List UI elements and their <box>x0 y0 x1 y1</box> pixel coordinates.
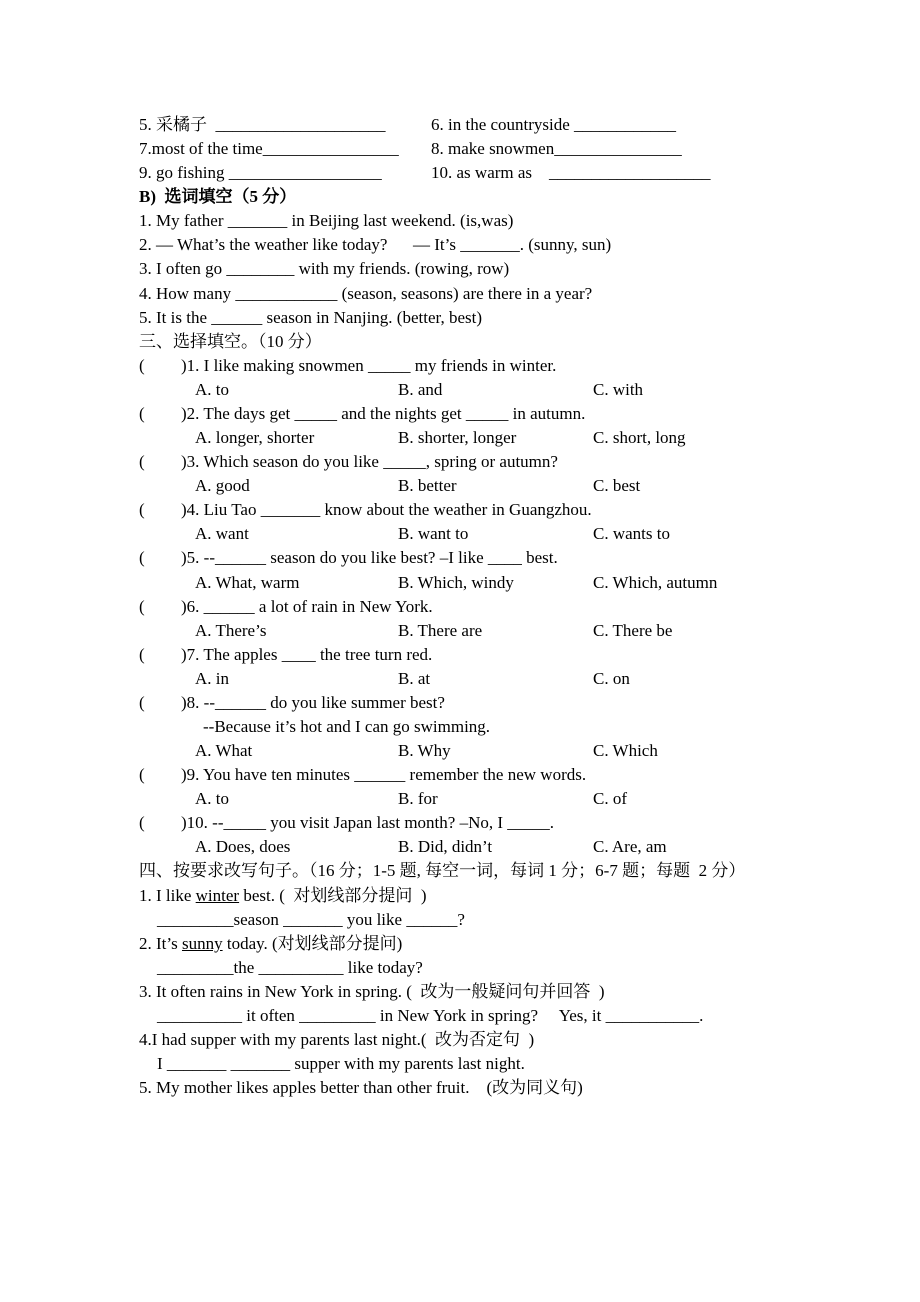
question-text: )6. ______ a lot of rain in New York. <box>181 596 433 616</box>
option-b: B. Why <box>398 741 451 761</box>
vocab-item: 8. make snowmen_______________ <box>431 139 682 159</box>
option-b: B. There are <box>398 620 483 640</box>
option-b: B. better <box>398 476 457 496</box>
rewrite-question <box>139 1028 534 1052</box>
option-b: B. at <box>398 668 431 688</box>
option-a: A. There’s <box>195 620 267 640</box>
answer-paren: ( <box>139 644 145 664</box>
question-text: 4.I had supper with my parents last night.( 改为否定句 ) <box>139 1030 535 1050</box>
answer-paren: ( <box>139 692 145 712</box>
answer-blanks: _________the __________ like today? <box>157 957 423 977</box>
vocab-item: 5. 采橘子 ____________________ <box>139 115 386 134</box>
rewrite-question <box>139 1076 583 1100</box>
option-c: C. Are, am <box>593 837 667 857</box>
question-text: )1. I like making snowmen _____ my friends in winter. <box>181 355 557 375</box>
question-text: )4. Liu Tao _______ know about the weather in Guangzhou. <box>181 500 592 520</box>
question-text: 2. It’s <box>139 933 182 953</box>
fill-in-item: 4. How many ____________ (season, seasons) are there in a year? <box>139 283 593 303</box>
answer-paren: ( <box>139 548 145 568</box>
question-text: --Because it’s hot and I can go swimming. <box>203 717 491 736</box>
section-b-title: B) 选词填空（5 分） <box>139 187 297 207</box>
vocab-item: 6. in the countryside ____________ <box>431 115 677 134</box>
vocab-item: 10. as warm as ___________________ <box>431 163 711 183</box>
question-text: 3. It often rains in New York in spring. ( 改为一般疑问句并回答 ) <box>139 981 605 1001</box>
underlined-word: winter <box>195 885 240 905</box>
option-b: B. for <box>398 789 438 809</box>
option-a: A. want <box>195 524 249 544</box>
section-4-title: 四、按要求改写句子。（16 分；1-5 题, 每空一词，每词 1 分；6-7 题；每题 2 分） <box>139 861 746 881</box>
option-c: C. There be <box>593 620 673 640</box>
answer-paren: ( <box>139 596 145 616</box>
answer-paren: ( <box>139 355 145 375</box>
option-a: A. good <box>195 476 250 496</box>
option-b: B. Did, didn’t <box>398 837 493 857</box>
question-text: )8. --______ do you like summer best? <box>181 692 445 712</box>
option-a: A. Does, does <box>195 837 291 857</box>
option-c: C. Which <box>593 741 658 761</box>
fill-in-item: 3. I often go ________ with my friends. (rowing, row) <box>139 259 510 279</box>
option-c: C. on <box>593 668 630 688</box>
option-c: C. with <box>593 379 644 399</box>
answer-blanks: __________ it often _________ in New York in spring? Yes, it ___________. <box>157 1005 704 1025</box>
answer-paren: ( <box>139 500 145 520</box>
question-text: )7. The apples ____ the tree turn red. <box>181 644 433 664</box>
option-a: A. to <box>195 789 229 809</box>
option-a: A. What <box>195 741 253 761</box>
fill-in-item: 5. It is the ______ season in Nanjing. (better, best) <box>139 307 483 327</box>
option-a: A. longer, shorter <box>195 428 315 448</box>
question-text: )3. Which season do you like _____, spring or autumn? <box>181 452 558 472</box>
option-a: A. in <box>195 668 229 688</box>
option-c: C. wants to <box>593 524 670 544</box>
question-instruction: best. ( 对划线部分提问 ) <box>239 885 427 905</box>
option-c: C. short, long <box>593 428 686 448</box>
option-c: C. best <box>593 476 641 496</box>
option-b: B. and <box>398 379 443 399</box>
section-3-title: 三、选择填空。（10 分） <box>139 331 322 351</box>
option-c: C. of <box>593 789 627 809</box>
question-text: )10. --_____ you visit Japan last month? –No, I _____. <box>181 813 555 833</box>
question-text: )5. --______ season do you like best? –I like ____ best. <box>181 548 558 568</box>
option-b: B. Which, windy <box>398 572 514 592</box>
fill-in-item: 1. My father _______ in Beijing last weekend. (is,was) <box>139 211 514 231</box>
rewrite-question <box>139 884 427 908</box>
question-text: )9. You have ten minutes ______ remember the new words. <box>181 765 587 785</box>
question-text: )2. The days get _____ and the nights get _____ in autumn. <box>181 403 586 423</box>
rewrite-question <box>139 980 605 1004</box>
rewrite-question <box>139 932 402 956</box>
option-a: A. to <box>195 379 229 399</box>
answer-paren: ( <box>139 813 145 833</box>
vocab-item: 7.most of the time________________ <box>139 139 399 159</box>
answer-paren: ( <box>139 403 145 423</box>
option-a: A. What, warm <box>195 572 300 592</box>
answer-blanks: _________season _______ you like ______? <box>157 909 465 929</box>
question-instruction: today. (对划线部分提问) <box>222 933 403 953</box>
answer-paren: ( <box>139 765 145 785</box>
option-b: B. shorter, longer <box>398 428 517 448</box>
option-b: B. want to <box>398 524 469 544</box>
answer-paren: ( <box>139 452 145 472</box>
option-c: C. Which, autumn <box>593 572 718 592</box>
question-text: 5. My mother likes apples better than other fruit. (改为同义句) <box>139 1078 583 1098</box>
question-text: 1. I like <box>139 885 196 905</box>
underlined-word: sunny <box>181 933 223 953</box>
vocab-item: 9. go fishing __________________ <box>139 163 382 183</box>
answer-blanks: I _______ _______ supper with my parents last night. <box>157 1054 525 1074</box>
fill-in-item: 2. — What’s the weather like today? — It’s _______. (sunny, sun) <box>139 235 612 255</box>
